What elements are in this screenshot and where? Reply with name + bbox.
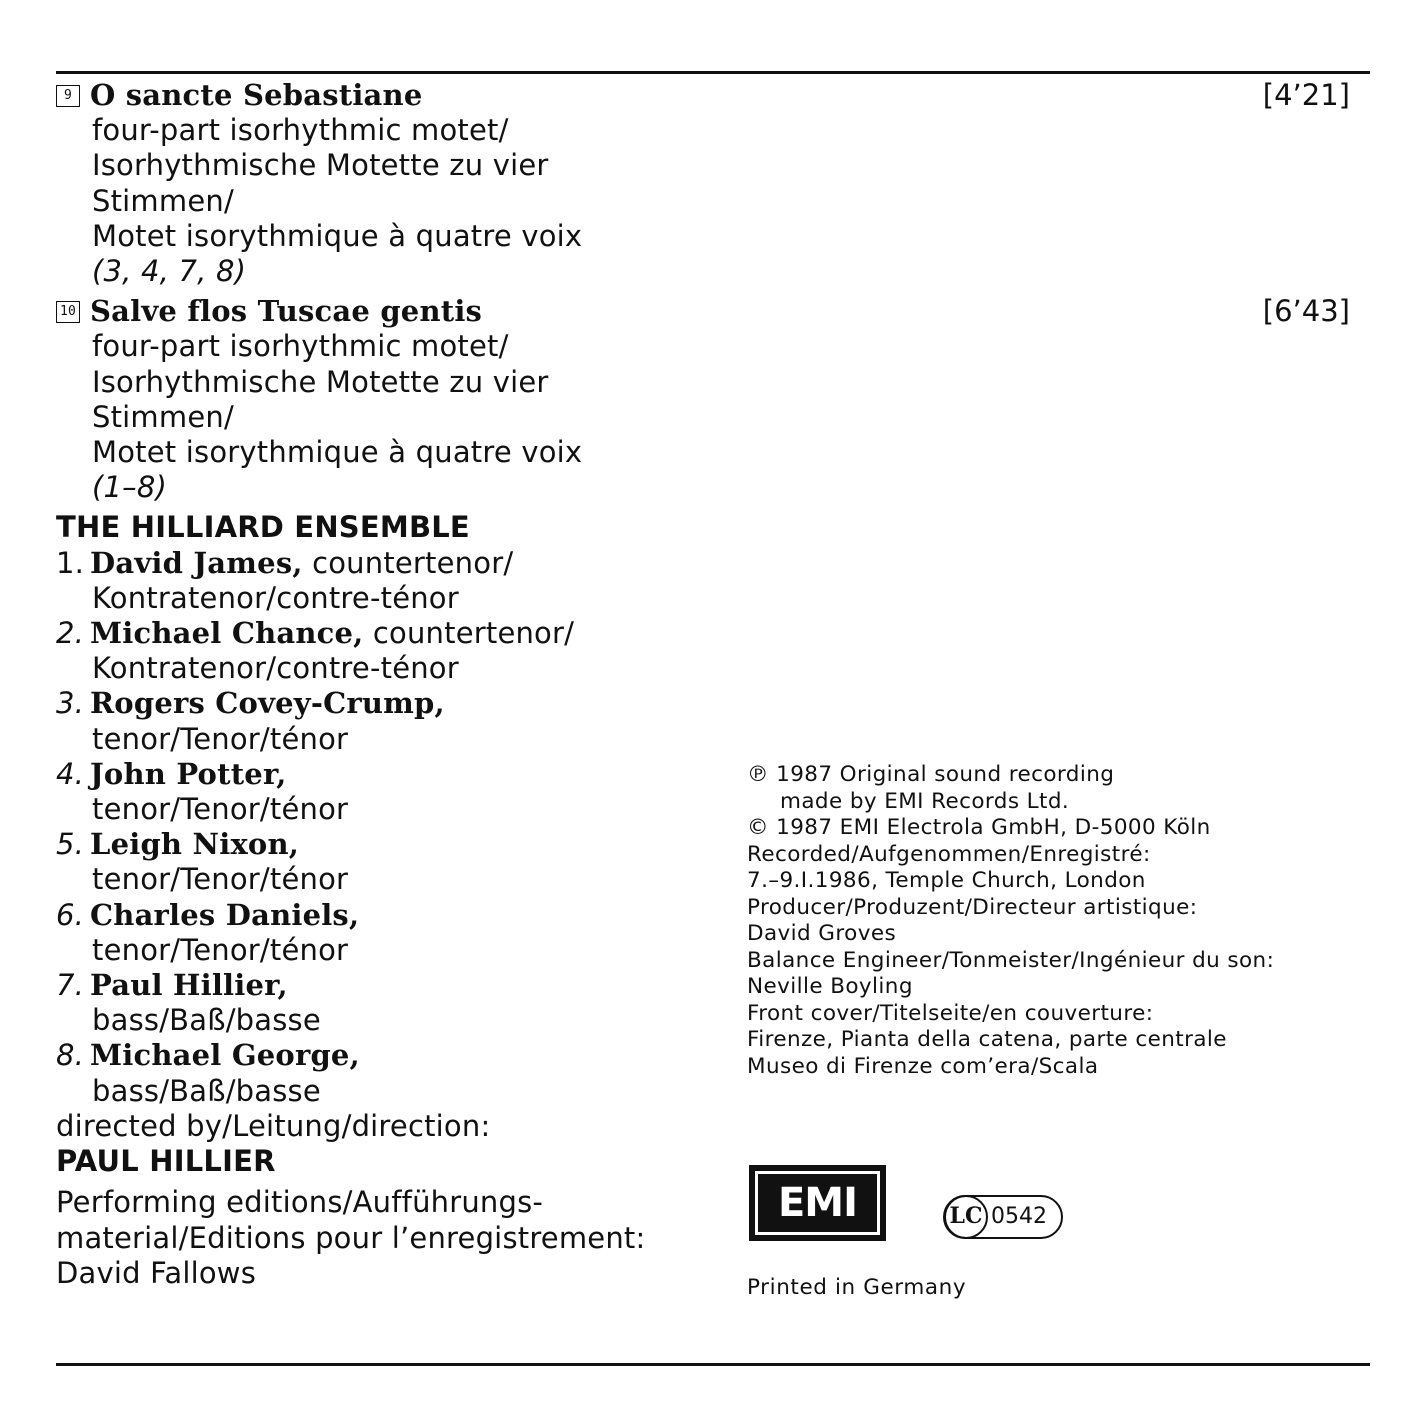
director-name: PAUL HILLIER	[56, 1144, 276, 1179]
track-heading	[56, 294, 736, 329]
track-voices: (1–8)	[92, 470, 168, 505]
ensemble-section	[56, 510, 736, 1179]
track-description-line: Motet isorythmique à quatre voix	[92, 435, 583, 470]
directed-by: directed by/Leitung/direction:	[56, 1108, 491, 1143]
ensemble-heading: THE HILLIARD ENSEMBLE	[56, 510, 470, 545]
member-role-inline: countertenor/	[363, 616, 575, 651]
track-description-line: Isorhythmische Motette zu vier	[92, 364, 549, 399]
member-number: 3.	[56, 686, 85, 721]
track-description-line: Motet isorythmique à quatre voix	[92, 218, 583, 253]
member-role: bass/Baß/basse	[92, 1073, 321, 1108]
member-role: tenor/Tenor/ténor	[92, 932, 349, 967]
bottom-rule	[56, 1363, 1370, 1366]
label-code-badge	[943, 1195, 1063, 1239]
member-role: tenor/Tenor/ténor	[92, 721, 349, 756]
member-line	[56, 968, 736, 1003]
member-number: 5.	[56, 827, 85, 862]
top-rule	[56, 71, 1370, 74]
member-role: Kontratenor/contre-ténor	[92, 651, 459, 686]
track-duration: [4’21]	[1262, 78, 1350, 112]
member-role: Kontratenor/contre-ténor	[92, 580, 459, 615]
track-10	[56, 294, 1350, 505]
editions-line: Performing editions/Aufführungs-	[56, 1185, 544, 1220]
emi-logo-text: EMI	[755, 1171, 880, 1235]
track-title: Salve flos Tuscae gentis	[90, 294, 483, 329]
member-name: Leigh Nixon,	[90, 827, 300, 862]
member-line	[56, 616, 736, 651]
credits-line: Producer/Produzent/Directeur artistique:	[747, 894, 1198, 920]
credits-line: ℗ 1987 Original sound recording	[747, 762, 1115, 787]
track-number: 9	[56, 85, 80, 107]
credits-line: David Groves	[747, 921, 897, 946]
printed-in: Printed in Germany	[747, 1275, 967, 1300]
track-9	[56, 78, 1350, 289]
credits-line: Firenze, Pianta della catena, parte centrale	[747, 1027, 1227, 1052]
track-duration: [6’43]	[1262, 294, 1350, 329]
track-voices: (3, 4, 7, 8)	[92, 254, 247, 289]
logos	[749, 1165, 1079, 1245]
credits-block	[747, 762, 1367, 1080]
emi-logo	[749, 1165, 886, 1241]
member-number: 1.	[56, 545, 85, 580]
member-name: Michael Chance,	[90, 616, 364, 651]
member-role: tenor/Tenor/ténor	[92, 862, 349, 897]
member-name: Charles Daniels,	[90, 897, 360, 932]
member-line	[56, 1038, 736, 1073]
member-role: tenor/Tenor/ténor	[92, 792, 349, 827]
member-line	[56, 827, 736, 862]
track-description-line: Stimmen/	[92, 183, 234, 218]
track-heading	[56, 78, 736, 113]
member-line	[56, 686, 736, 721]
credits-line: Front cover/Titelseite/en couverture:	[747, 1000, 1154, 1026]
lc-mark: LC	[944, 1195, 988, 1239]
track-title: O sancte Sebastiane	[90, 78, 423, 112]
label-code-number: 0542	[991, 1204, 1047, 1229]
member-number: 7.	[56, 968, 85, 1003]
member-number: 8.	[56, 1038, 85, 1073]
member-name: David James,	[90, 545, 303, 580]
member-number: 4.	[56, 756, 85, 791]
member-line	[56, 898, 736, 933]
track-description-line: Stimmen/	[92, 399, 234, 434]
member-name: Rogers Covey-Crump,	[90, 686, 445, 721]
member-name: John Potter,	[90, 756, 287, 791]
credits-line: © 1987 EMI Electrola GmbH, D-5000 Köln	[747, 815, 1211, 840]
track-number: 10	[56, 301, 80, 323]
editions-line: material/Editions pour l’enregistrement:	[56, 1220, 646, 1255]
track-description-line: Isorhythmische Motette zu vier	[92, 148, 549, 183]
member-role-inline: countertenor/	[302, 545, 514, 580]
member-number: 6.	[56, 897, 85, 932]
member-line	[56, 546, 736, 581]
member-role: bass/Baß/basse	[92, 1003, 321, 1038]
credits-line: Museo di Firenze com’era/Scala	[747, 1053, 1099, 1079]
editions-line: David Fallows	[56, 1255, 257, 1290]
credits-line: made by EMI Records Ltd.	[780, 788, 1070, 814]
credits-line: Neville Boyling	[747, 974, 913, 999]
member-line	[56, 757, 736, 792]
credits-line: 7.–9.I.1986, Temple Church, London	[747, 868, 1146, 893]
track-description-line: four-part isorhythmic motet/	[92, 329, 509, 364]
credits-line: Recorded/Aufgenommen/Enregistré:	[747, 841, 1151, 867]
member-number: 2.	[56, 616, 85, 651]
editions-section	[56, 1185, 736, 1291]
track-description-line: four-part isorhythmic motet/	[92, 113, 509, 148]
credits-line: Balance Engineer/Tonmeister/Ingénieur du son:	[747, 947, 1275, 973]
member-name: Michael George,	[90, 1038, 360, 1073]
member-name: Paul Hillier,	[90, 968, 288, 1003]
